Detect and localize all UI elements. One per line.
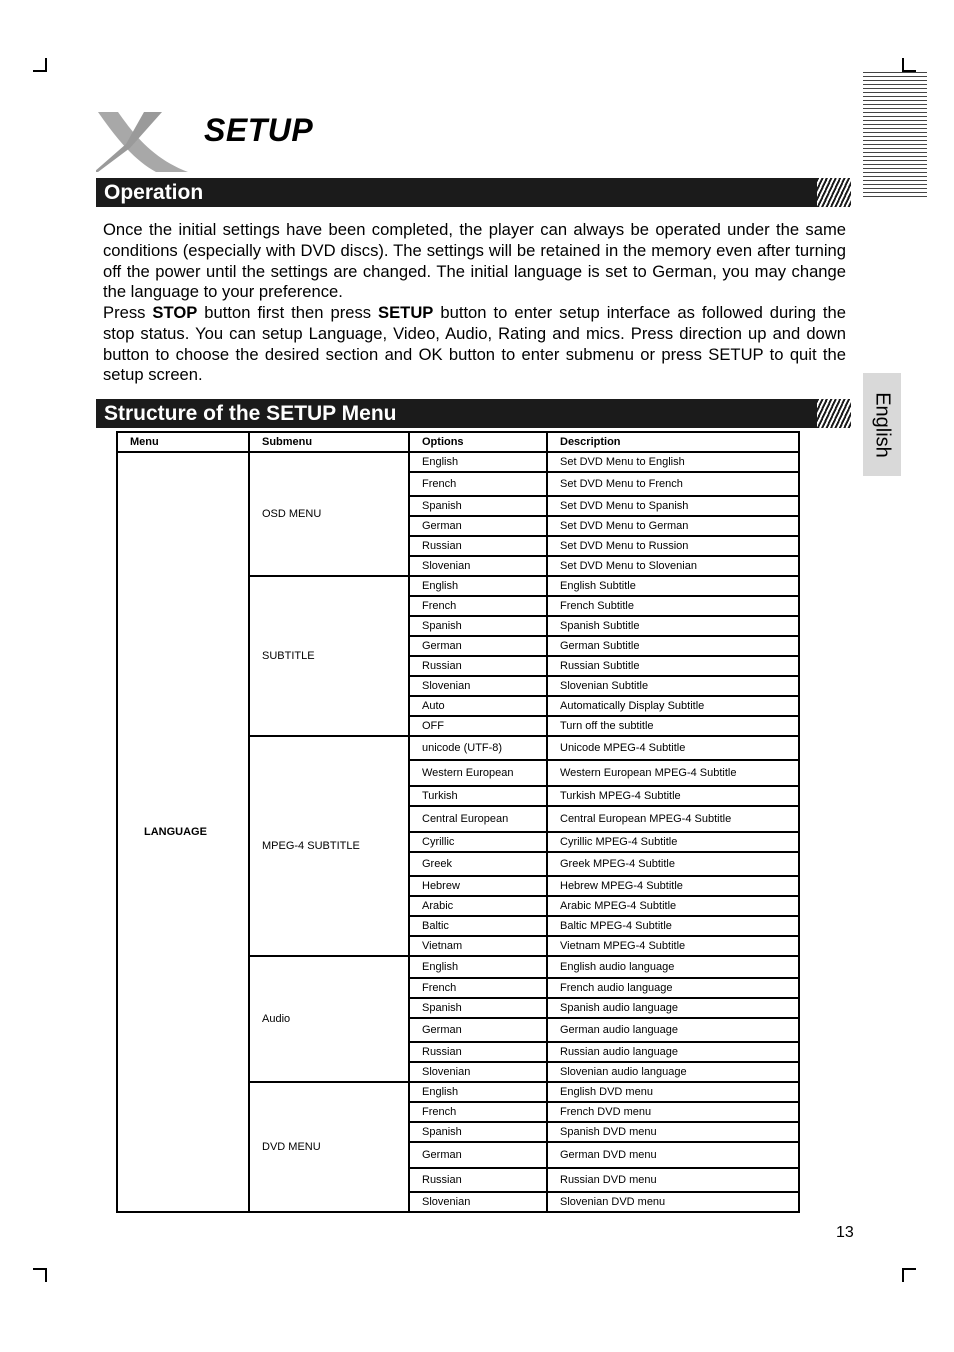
option-cell: German [409, 516, 547, 536]
submenu-cell: OSD MENU [249, 452, 409, 576]
option-cell: Hebrew [409, 876, 547, 896]
crop-mark-bottom-left [33, 1268, 47, 1282]
description-cell: Western European MPEG-4 Subtitle [547, 760, 799, 786]
submenu-cell: Audio [249, 956, 409, 1082]
section-heading-label: Operation [104, 181, 204, 204]
submenu-cell: DVD MENU [249, 1082, 409, 1212]
option-cell: Cyrillic [409, 832, 547, 852]
description-cell: Set DVD Menu to English [547, 452, 799, 472]
crop-mark-top-right [902, 58, 916, 72]
header-submenu: Submenu [249, 432, 409, 452]
option-cell: Russian [409, 1168, 547, 1192]
page-title: SETUP [204, 112, 314, 148]
option-cell: Arabic [409, 896, 547, 916]
table-row [117, 452, 799, 472]
menu-cell: LANGUAGE [117, 452, 249, 1212]
description-cell: Vietnam MPEG-4 Subtitle [547, 936, 799, 956]
submenu-cell: SUBTITLE [249, 576, 409, 736]
description-cell: Russian audio language [547, 1042, 799, 1062]
description-cell: Set DVD Menu to Slovenian [547, 556, 799, 576]
description-cell: German Subtitle [547, 636, 799, 656]
option-cell: Russian [409, 536, 547, 556]
description-cell: Spanish DVD menu [547, 1122, 799, 1142]
option-cell: Spanish [409, 616, 547, 636]
option-cell: Spanish [409, 998, 547, 1018]
option-cell: English [409, 452, 547, 472]
submenu-cell: MPEG-4 SUBTITLE [249, 736, 409, 956]
description-cell: German audio language [547, 1018, 799, 1042]
setup-keyword: SETUP [378, 303, 434, 322]
description-cell: Greek MPEG-4 Subtitle [547, 852, 799, 876]
description-cell: Arabic MPEG-4 Subtitle [547, 896, 799, 916]
stop-keyword: STOP [152, 303, 198, 322]
option-cell: OFF [409, 716, 547, 736]
option-cell: Greek [409, 852, 547, 876]
text-run: Press [103, 303, 153, 322]
option-cell: unicode (UTF-8) [409, 736, 547, 760]
option-cell: German [409, 1142, 547, 1168]
option-cell: Baltic [409, 916, 547, 936]
description-cell: English Subtitle [547, 576, 799, 596]
option-cell: Central European [409, 806, 547, 832]
description-cell: German DVD menu [547, 1142, 799, 1168]
description-cell: Hebrew MPEG-4 Subtitle [547, 876, 799, 896]
option-cell: Spanish [409, 496, 547, 516]
description-cell: Slovenian DVD menu [547, 1192, 799, 1212]
option-cell: English [409, 1082, 547, 1102]
option-cell: French [409, 596, 547, 616]
description-cell: Set DVD Menu to German [547, 516, 799, 536]
description-cell: English audio language [547, 956, 799, 978]
table-body [117, 452, 799, 1212]
option-cell: Auto [409, 696, 547, 716]
description-cell: Russian Subtitle [547, 656, 799, 676]
brand-x-logo-icon [96, 108, 196, 176]
header-description: Description [547, 432, 799, 452]
option-cell: Vietnam [409, 936, 547, 956]
option-cell: German [409, 1018, 547, 1042]
option-cell: Slovenian [409, 1062, 547, 1082]
crop-mark-top-left [33, 58, 47, 72]
language-side-tab-label: English [871, 391, 894, 458]
description-cell: Slovenian audio language [547, 1062, 799, 1082]
option-cell: Russian [409, 1042, 547, 1062]
section-heading-label: Structure of the SETUP Menu [104, 402, 397, 425]
paragraph-intro: Once the initial settings have been completed, the player can always be operated under the same conditions (especially with DVD discs). The settings will be retained in the memory even after turning off the power until the settings are changed. The initial language is set to German, you may change the language to your preference. [103, 220, 846, 302]
description-cell: Baltic MPEG-4 Subtitle [547, 916, 799, 936]
header-menu: Menu [117, 432, 249, 452]
header-options: Options [409, 432, 547, 452]
description-cell: Unicode MPEG-4 Subtitle [547, 736, 799, 760]
description-cell: Automatically Display Subtitle [547, 696, 799, 716]
heading-dots-decoration [817, 178, 851, 207]
option-cell: French [409, 1102, 547, 1122]
description-cell: Russian DVD menu [547, 1168, 799, 1192]
option-cell: German [409, 636, 547, 656]
option-cell: Slovenian [409, 1192, 547, 1212]
description-cell: Turkish MPEG-4 Subtitle [547, 786, 799, 806]
option-cell: Turkish [409, 786, 547, 806]
option-cell: French [409, 472, 547, 496]
option-cell: Spanish [409, 1122, 547, 1142]
text-run: button first then press [197, 303, 379, 322]
description-cell: Set DVD Menu to French [547, 472, 799, 496]
crop-mark-bottom-right [902, 1268, 916, 1282]
description-cell: Set DVD Menu to Spanish [547, 496, 799, 516]
option-cell: English [409, 956, 547, 978]
option-cell: Slovenian [409, 676, 547, 696]
description-cell: French Subtitle [547, 596, 799, 616]
option-cell: Slovenian [409, 556, 547, 576]
description-cell: French DVD menu [547, 1102, 799, 1122]
description-cell: Set DVD Menu to Russion [547, 536, 799, 556]
text-run: button to enter setup interface as followed during the stop status. You can setup Language, Video, Audio, Rating and mics. Press direction up and down button to choose the desired section and OK button to enter submenu or press SETUP to quit the setup screen. [103, 303, 846, 385]
description-cell: Central European MPEG-4 Subtitle [547, 806, 799, 832]
heading-dots-decoration [817, 399, 851, 428]
section-heading-structure [96, 399, 851, 428]
option-cell: English [409, 576, 547, 596]
option-cell: French [409, 978, 547, 998]
section-heading-operation [96, 178, 851, 207]
description-cell: French audio language [547, 978, 799, 998]
description-cell: Turn off the subtitle [547, 716, 799, 736]
option-cell: Russian [409, 656, 547, 676]
option-cell: Western European [409, 760, 547, 786]
description-cell: English DVD menu [547, 1082, 799, 1102]
page-number: 13 [836, 1224, 854, 1241]
decorative-stripes [863, 72, 927, 200]
setup-menu-table [116, 431, 800, 1213]
table-header-row [117, 432, 799, 452]
description-cell: Spanish audio language [547, 998, 799, 1018]
description-cell: Cyrillic MPEG-4 Subtitle [547, 832, 799, 852]
language-side-tab [863, 373, 901, 476]
description-cell: Slovenian Subtitle [547, 676, 799, 696]
paragraph-instructions [103, 303, 846, 386]
description-cell: Spanish Subtitle [547, 616, 799, 636]
